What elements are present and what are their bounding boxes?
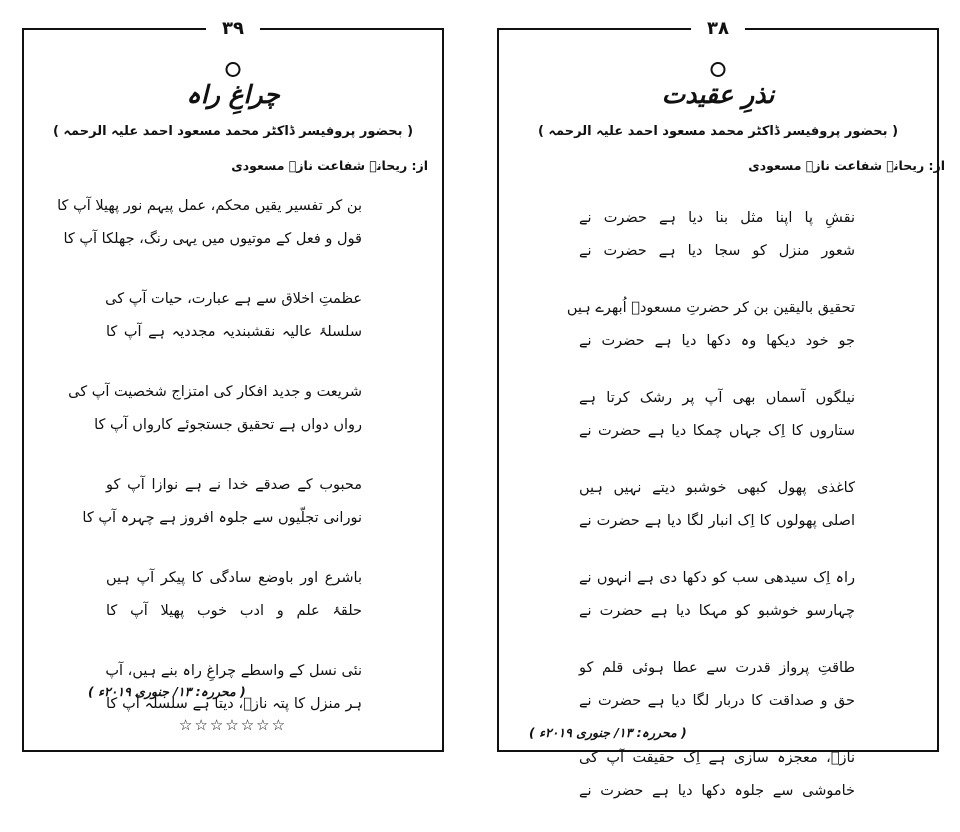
stanza [24,376,442,442]
verse-line: نقشِ پا اپنا مثل بنا دیا ہے حضرت نے [579,210,855,226]
verse-line: باشرع اور باوضع سادگی کا پیکر آپ ہیں [106,570,362,586]
stanza [24,190,442,256]
author-line: از: ریحانہ شفاعت نازؔ مسعودی [748,158,945,173]
stanza [499,202,937,268]
verse-line: رواں دواں ہے تحقیق جستجوئے کارواں آپ کا [94,417,362,433]
verse-line: نازؔ، معجزہ سازی ہے اِک حقیقت آپ کی [579,750,855,766]
poem-title: نذرِ عقیدت [661,80,775,109]
verse-line: تحقیق بالیقین بن کر حضرتِ مسعودؔ اُبھرے ہیں [566,300,855,316]
verse-line: نیلگوں آسماں بھی آپ پر رشک کرتا ہے [579,390,855,406]
verse-line: چہارسو خوشبو کو مہکا دیا ہے حضرت نے [579,603,855,619]
verse-line: راہ اِک سیدھی سب کو دکھا دی ہے انہوں نے [579,570,855,586]
verse-line: اصلی پھولوں کا اِک انبار لگا دیا ہے حضرت نے [579,513,855,529]
verse-line: نئی نسل کے واسطے چراغِ راہ بنے ہیں، آپ [105,663,362,679]
dedication: ( بحضور پروفیسر ڈاکٹر محمد مسعود احمد علیہ الرحمہ ) [52,124,414,139]
stanza [24,283,442,349]
verse-line: کاغذی پھول کبھی خوشبو دیتے نہیں ہیں [579,480,855,496]
poem-body [24,190,442,748]
verse-line: حق و صداقت کا دربار لگا دیا ہے حضرت نے [579,693,855,709]
verse-line: حلقۂ علم و ادب خوب پھیلا آپ کا [106,603,362,619]
stanza [499,652,937,718]
dedication: ( بحضور پروفیسر ڈاکٹر محمد مسعود احمد علیہ الرحمہ ) [537,124,899,139]
verse-line: قول و فعل کے موتیوں میں یہی رنگ، جھلکا آپ کا [63,231,362,247]
verse-line: ستاروں کا اِک جہاں چمکا دیا ہے حضرت نے [579,423,855,439]
verse-line: شعور منزل کو سجا دیا ہے حضرت نے [579,243,855,259]
page-number: ۳۸ [691,18,745,40]
poem-title: چراغِ راہ [186,80,280,109]
verse-line: طاقتِ پرواز قدرت سے عطا ہوئی قلم کو [579,660,855,676]
left-page [22,18,444,752]
ring-ornament-icon [226,62,241,77]
verse-line: نورانی تجلّیوں سے جلوہ افروز ہے چہرہ آپ کا [82,510,362,526]
page-number: ۳۹ [206,18,260,40]
stanza [499,292,937,358]
date-note: ( محررہ: ۱۳/ جنوری ۲۰۱۹ء ) [529,725,687,740]
verse-line: خاموشی سے جلوہ دکھا دیا ہے حضرت نے [579,783,855,799]
verse-line: جو خود دیکھا وہ دکھا دیا ہے حضرت نے [579,333,855,349]
right-page [497,18,945,799]
verse-line: سلسلۂ عالیہ نقشبندیہ مجددیہ ہے آپ کا [106,324,362,340]
verse-line: عظمتِ اخلاق سے ہے عبارت، حیات آپ کی [105,291,362,307]
stanza [499,742,937,808]
ring-ornament-icon [711,62,726,77]
verse-line: بن کر تفسیر یقیں محکم، عمل پیہم نور پھیلا آپ کا [57,198,362,214]
author-line: از: ریحانہ شفاعت نازؔ مسعودی [231,158,428,173]
stanza [499,472,937,538]
stanza [499,382,937,448]
stanza [499,562,937,628]
stanza [24,562,442,628]
date-note: ( محررہ: ۱۳/ جنوری ۲۰۱۹ء ) [88,684,246,699]
verse-line: ہر منزل کا پتہ نازؔ، دیتا ہے سلسلہ آپ کا [106,696,362,712]
verse-line: محبوب کے صدقے خدا نے ہے نوازا آپ کو [106,477,362,493]
verse-line: شریعت و جدید افکار کی امتزاج شخصیت آپ کی [68,384,362,400]
star-ornament: ☆☆☆☆☆☆☆ [178,716,288,734]
stanza [24,469,442,535]
